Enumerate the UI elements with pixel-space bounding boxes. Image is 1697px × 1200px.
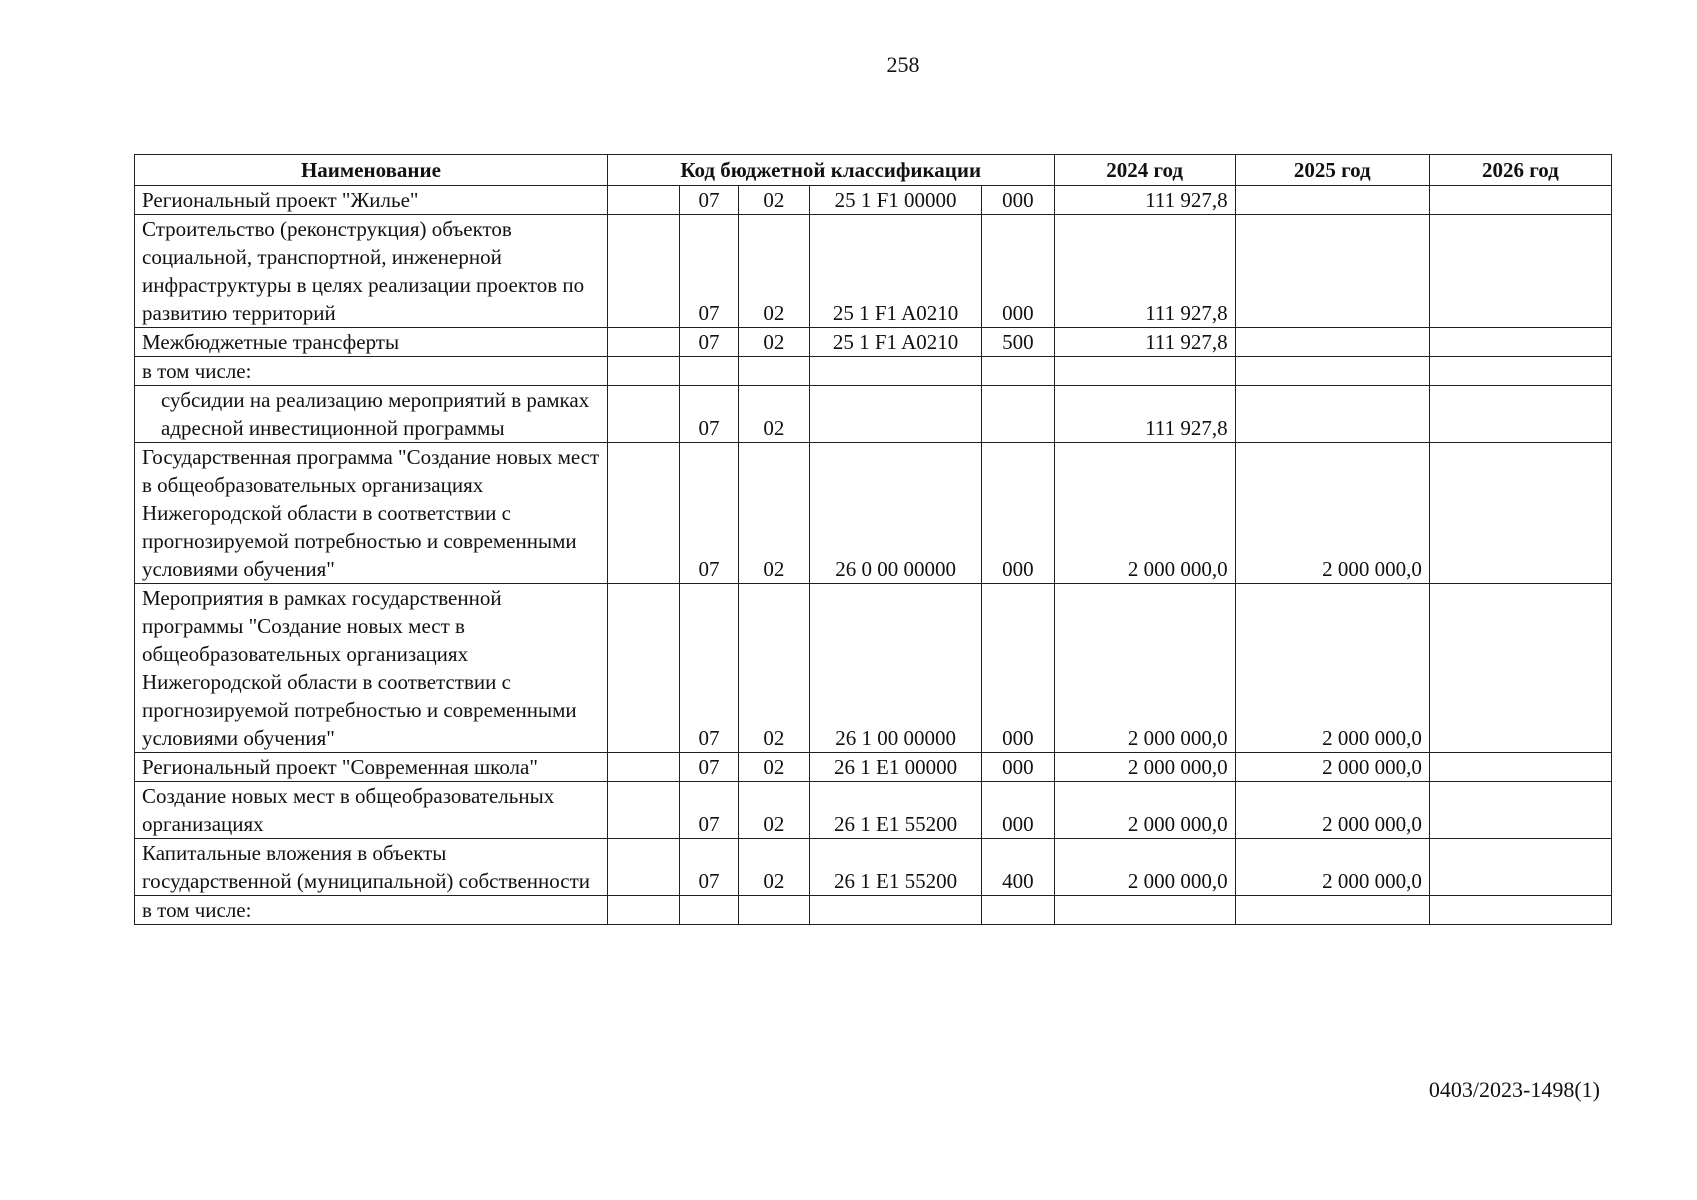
cell-code-target: 25 1 F1 00000 bbox=[810, 186, 982, 215]
cell-code-section: 07 bbox=[680, 186, 738, 215]
cell-code-type bbox=[982, 896, 1054, 925]
cell-name: Строительство (реконструкция) объектов социальной, транспортной, инженерной инфраструктуры в целях реализации проектов по развитию территорий bbox=[135, 215, 608, 328]
cell-2026 bbox=[1429, 782, 1611, 839]
cell-2024: 2 000 000,0 bbox=[1054, 753, 1235, 782]
cell-code-type: 000 bbox=[982, 584, 1054, 753]
cell-code-target bbox=[810, 896, 982, 925]
cell-code-section: 07 bbox=[680, 386, 738, 443]
cell-name: Межбюджетные трансферты bbox=[135, 328, 608, 357]
cell-2026 bbox=[1429, 443, 1611, 584]
cell-name: Капитальные вложения в объекты государственной (муниципальной) собственности bbox=[135, 839, 608, 896]
cell-code-blank bbox=[607, 584, 679, 753]
cell-code-type: 000 bbox=[982, 753, 1054, 782]
cell-code-target: 25 1 F1 A0210 bbox=[810, 328, 982, 357]
cell-2026 bbox=[1429, 386, 1611, 443]
cell-code-type bbox=[982, 386, 1054, 443]
table-row bbox=[135, 839, 1612, 896]
cell-code-subsection: 02 bbox=[738, 443, 809, 584]
cell-name: Создание новых мест в общеобразовательных организациях bbox=[135, 782, 608, 839]
cell-code-section: 07 bbox=[680, 328, 738, 357]
cell-2024 bbox=[1054, 896, 1235, 925]
cell-2025 bbox=[1235, 386, 1429, 443]
cell-code-section: 07 bbox=[680, 753, 738, 782]
cell-2024: 2 000 000,0 bbox=[1054, 443, 1235, 584]
cell-2026 bbox=[1429, 357, 1611, 386]
cell-name: в том числе: bbox=[135, 896, 608, 925]
cell-code-section: 07 bbox=[680, 584, 738, 753]
cell-code-blank bbox=[607, 186, 679, 215]
cell-code-blank bbox=[607, 328, 679, 357]
table-row bbox=[135, 896, 1612, 925]
cell-code-blank bbox=[607, 215, 679, 328]
cell-code-section: 07 bbox=[680, 443, 738, 584]
cell-code-target: 25 1 F1 A0210 bbox=[810, 215, 982, 328]
table-row bbox=[135, 215, 1612, 328]
cell-2025: 2 000 000,0 bbox=[1235, 753, 1429, 782]
cell-code-blank bbox=[607, 443, 679, 584]
document-code: 0403/2023-1498(1) bbox=[1428, 1077, 1600, 1102]
cell-2024: 111 927,8 bbox=[1054, 215, 1235, 328]
table-row bbox=[135, 186, 1612, 215]
cell-code-subsection: 02 bbox=[738, 186, 809, 215]
cell-code-target: 26 1 00 00000 bbox=[810, 584, 982, 753]
header-name: Наименование bbox=[135, 155, 608, 186]
cell-2024: 2 000 000,0 bbox=[1054, 782, 1235, 839]
cell-2026 bbox=[1429, 753, 1611, 782]
cell-code-blank bbox=[607, 896, 679, 925]
cell-code-subsection bbox=[738, 357, 809, 386]
header-2024: 2024 год bbox=[1054, 155, 1235, 186]
cell-code-subsection: 02 bbox=[738, 328, 809, 357]
cell-code-target: 26 1 E1 55200 bbox=[810, 782, 982, 839]
cell-code-subsection bbox=[738, 896, 809, 925]
header-2026: 2026 год bbox=[1429, 155, 1611, 186]
cell-2024: 111 927,8 bbox=[1054, 186, 1235, 215]
cell-code-type: 000 bbox=[982, 186, 1054, 215]
table-row bbox=[135, 584, 1612, 753]
cell-code-section: 07 bbox=[680, 782, 738, 839]
cell-code-subsection: 02 bbox=[738, 782, 809, 839]
cell-code-target: 26 1 E1 00000 bbox=[810, 753, 982, 782]
cell-code-subsection: 02 bbox=[738, 215, 809, 328]
page-number: 258 bbox=[886, 52, 920, 77]
table-row bbox=[135, 328, 1612, 357]
table-row bbox=[135, 753, 1612, 782]
cell-code-subsection: 02 bbox=[738, 386, 809, 443]
header-code: Код бюджетной классификации bbox=[607, 155, 1054, 186]
cell-2026 bbox=[1429, 584, 1611, 753]
cell-code-type: 400 bbox=[982, 839, 1054, 896]
budget-table bbox=[134, 154, 1612, 925]
cell-code-target: 26 1 E1 55200 bbox=[810, 839, 982, 896]
cell-2025: 2 000 000,0 bbox=[1235, 839, 1429, 896]
cell-2025: 2 000 000,0 bbox=[1235, 584, 1429, 753]
cell-2025 bbox=[1235, 896, 1429, 925]
cell-2025 bbox=[1235, 328, 1429, 357]
cell-2025: 2 000 000,0 bbox=[1235, 443, 1429, 584]
cell-code-section bbox=[680, 357, 738, 386]
cell-name: субсидии на реализацию мероприятий в рамках адресной инвестиционной программы bbox=[135, 386, 608, 443]
cell-code-target bbox=[810, 386, 982, 443]
cell-2026 bbox=[1429, 839, 1611, 896]
cell-2026 bbox=[1429, 186, 1611, 215]
cell-code-blank bbox=[607, 782, 679, 839]
cell-code-blank bbox=[607, 386, 679, 443]
table-row bbox=[135, 782, 1612, 839]
cell-code-blank bbox=[607, 357, 679, 386]
cell-2026 bbox=[1429, 328, 1611, 357]
cell-code-type: 000 bbox=[982, 782, 1054, 839]
table-row bbox=[135, 357, 1612, 386]
cell-code-section: 07 bbox=[680, 839, 738, 896]
cell-code-section bbox=[680, 896, 738, 925]
cell-2026 bbox=[1429, 896, 1611, 925]
cell-code-target bbox=[810, 357, 982, 386]
cell-name: Региональный проект "Жилье" bbox=[135, 186, 608, 215]
table-row bbox=[135, 443, 1612, 584]
cell-name: в том числе: bbox=[135, 357, 608, 386]
cell-2026 bbox=[1429, 215, 1611, 328]
cell-2025 bbox=[1235, 357, 1429, 386]
cell-code-type: 500 bbox=[982, 328, 1054, 357]
cell-2024 bbox=[1054, 357, 1235, 386]
cell-code-subsection: 02 bbox=[738, 584, 809, 753]
cell-2024: 2 000 000,0 bbox=[1054, 839, 1235, 896]
table-header-row bbox=[135, 155, 1612, 186]
cell-name: Региональный проект "Современная школа" bbox=[135, 753, 608, 782]
cell-2025 bbox=[1235, 215, 1429, 328]
cell-code-subsection: 02 bbox=[738, 753, 809, 782]
cell-code-section: 07 bbox=[680, 215, 738, 328]
cell-2024: 111 927,8 bbox=[1054, 386, 1235, 443]
cell-2024: 111 927,8 bbox=[1054, 328, 1235, 357]
cell-code-subsection: 02 bbox=[738, 839, 809, 896]
header-2025: 2025 год bbox=[1235, 155, 1429, 186]
cell-2024: 2 000 000,0 bbox=[1054, 584, 1235, 753]
cell-name: Государственная программа "Создание новых мест в общеобразовательных организациях Нижегородской области в соответствии с прогнозируемой потребностью и современными условиями обучения" bbox=[135, 443, 608, 584]
cell-2025: 2 000 000,0 bbox=[1235, 782, 1429, 839]
table-row bbox=[135, 386, 1612, 443]
cell-code-type bbox=[982, 357, 1054, 386]
cell-code-blank bbox=[607, 753, 679, 782]
cell-2025 bbox=[1235, 186, 1429, 215]
cell-name: Мероприятия в рамках государственной программы "Создание новых мест в общеобразовательных организациях Нижегородской области в соответствии с прогнозируемой потребностью и современными условиями обучения" bbox=[135, 584, 608, 753]
cell-code-type: 000 bbox=[982, 443, 1054, 584]
cell-code-type: 000 bbox=[982, 215, 1054, 328]
cell-code-target: 26 0 00 00000 bbox=[810, 443, 982, 584]
cell-code-blank bbox=[607, 839, 679, 896]
